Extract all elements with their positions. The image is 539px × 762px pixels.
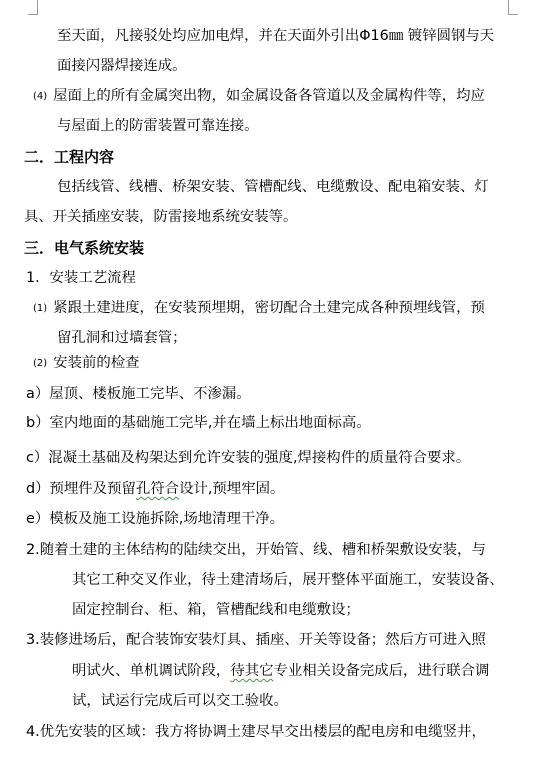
text-span: 设计,预埋牢固。 [179,481,285,497]
paragraph-line: 固定控制台、柜、箱，管槽配线和电缆敷设； [72,602,360,618]
paragraph-line: 留孔洞和过墙套管； [57,330,187,346]
spellcheck-underlined-text: 孔符合 [135,481,180,497]
subsection-heading: 1．安装工艺流程 [26,270,136,286]
paragraph-line: 具、开关插座安装，防雷接地系统安装等。 [24,209,298,225]
section-heading-2: 二．工程内容 [24,148,115,166]
list-item-1 [33,298,485,319]
paragraph-line: 与屋面上的防雷装置可靠连接。 [57,118,259,134]
page-corner-mark-right [508,0,518,15]
paragraph-line: 3.装修进场后，配合装饰安装灯具、插座、开关等设备；然后方可进入照 [26,632,486,648]
check-item-e: e）模板及施工设施拆除,场地清理干净。 [26,511,285,527]
section-heading-3: 三．电气系统安装 [24,239,145,257]
paragraph-line: 至天面，凡接驳处均应加电焊，并在天面外引出Φ16㎜ 镀锌圆钢与天 [57,28,495,44]
text-span: 专业相关设备完成后，进行联合调 [273,663,490,679]
list-item-4 [33,86,485,107]
check-item-d [26,479,284,499]
check-item-c: c）混凝土基础及构架达到允许安装的强度,焊接构件的质量符合要求。 [26,450,471,466]
list-item-text: 紧跟土建进度，在安装预埋期，密切配合土建完成各种预埋线管，预 [53,300,485,316]
list-item-text: 屋面上的所有金属突出物，如金属设备各管道以及金属构件等，均应 [53,88,485,104]
paragraph-line: 面接闪器焊接连成。 [57,58,187,74]
list-item-text: 安装前的检查 [53,355,140,371]
list-marker: (2) [33,358,48,369]
paragraph-line: 2.随着土建的主体结构的陆续交出，开始管、线、槽和桥架敷设安装，与 [26,542,486,558]
paragraph-line: 包括线管、线槽、桥架安装、管槽配线、电缆敷设、配电箱安装、灯 [57,179,489,195]
text-span: 明试火、单机调试阶段， [72,663,231,679]
list-item-2 [33,353,140,374]
paragraph-line [72,661,489,681]
text-span: d）预埋件及预留 [26,481,136,497]
paragraph-line: 试，试运行完成后可以交工验收。 [72,693,288,709]
check-item-a: a）屋顶、楼板施工完毕、不渗漏。 [26,386,251,402]
check-item-b: b）室内地面的基础施工完毕,并在墙上标出地面标高。 [26,415,371,431]
list-marker: (4) [33,91,48,102]
paragraph-line: 其它工种交叉作业，待土建清场后，展开整体平面施工，安装设备、 [72,572,504,588]
page-corner-mark-left [28,0,38,15]
paragraph-line: 4.优先安装的区域：我方将协调土建尽早交出楼层的配电房和电缆竖井， [26,724,486,740]
spellcheck-underlined-text: 待其它 [230,663,274,679]
list-marker: (1) [33,303,48,314]
